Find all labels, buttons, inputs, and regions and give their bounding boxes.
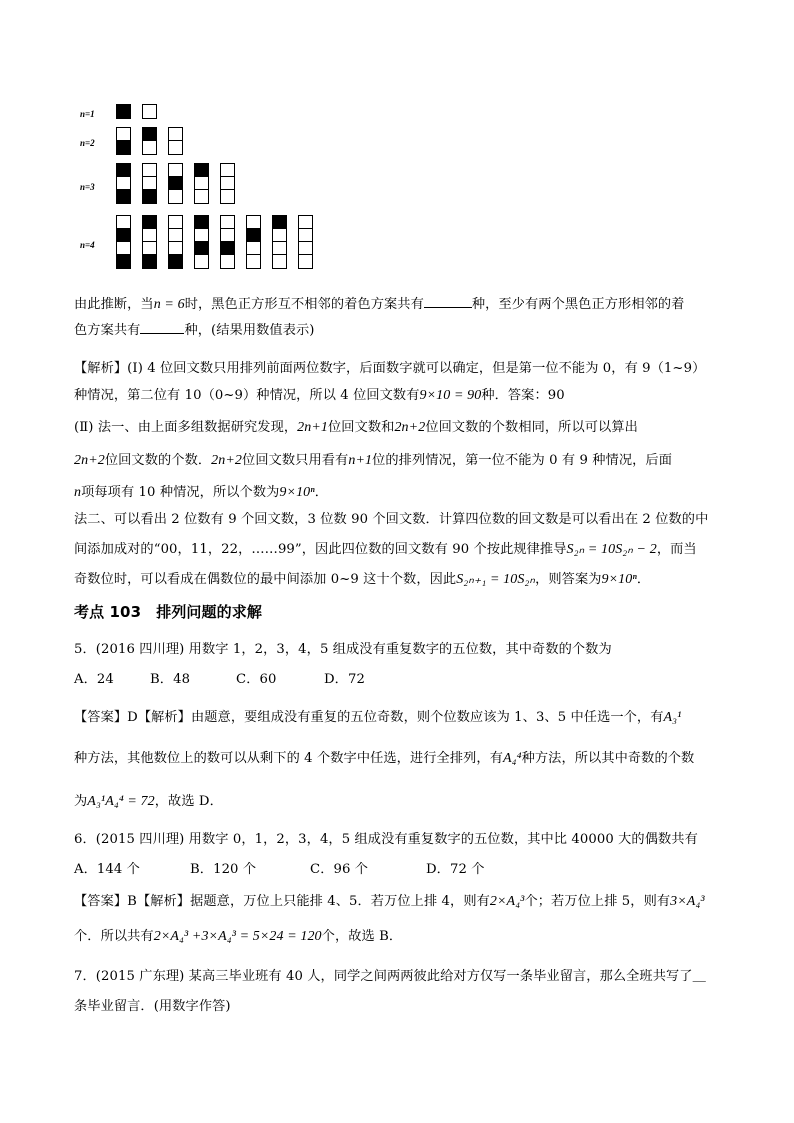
question-6-options [74,860,485,880]
question-7: 条毕业留言．(用数字作答) [74,999,231,1014]
scheme-column [194,215,209,269]
scheme-column [194,163,209,204]
label-n2: n=2 [80,138,95,148]
label-n4: n=4 [80,240,95,250]
scheme-column [142,215,157,269]
answer-blank [140,320,184,334]
scheme-column [168,215,183,269]
answer-5-line: 种方法，其他数位上的数可以从剩下的 4 个数字中任选，进行全排列，有A₄⁴种方法，所以其中奇数的个数 [74,751,695,766]
label-n1: n=1 [80,109,95,119]
question-5-options [74,670,365,690]
option-b: B．48 [150,672,191,687]
scheme-column [142,104,157,119]
option-a: A．24 [74,672,114,687]
option-d: D．72 个 [426,862,485,877]
scheme-column [116,127,131,155]
option-d: D．72 [324,672,365,687]
coloring-figure [76,100,336,280]
option-a: A．144 个 [74,862,140,877]
answer-5-line: 为A₃¹A₄⁴ = 72，故选 D． [74,794,223,809]
answer-blank [424,294,472,308]
scheme-column [116,104,131,119]
scheme-column [298,215,313,269]
solution-text-line: 法二、可以看出 2 位数有 9 个回文数，3 位数 90 个回文数．计算四位数的回文数是可以看出在 2 位数的中 [74,512,709,527]
solution-text-line: 奇数位时，可以看成在偶数位的最中间添加 0~9 这十个数，因此S₂ₙ₊₁ = 10S₂ₙ，则答案为9×10ⁿ． [74,572,651,587]
solution-text-line: (Ⅱ) 法一、由上面多组数据研究发现，2n+1位回文数和2n+2位回文数的个数相同，所以可以算出 [74,420,638,435]
scheme-column [220,215,235,269]
answer-5-line: 【答案】D【解析】由题意，要组成没有重复的五位奇数，则个位数应该为 1、3、5 中任选一个，有A₃¹ [74,710,682,725]
solution-text-line: 【解析】(Ⅰ) 4 位回文数只用排列前面两位数字，后面数字就可以确定，但是第一位不能为 0，有 9（1~9） [74,361,706,376]
scheme-column [168,163,183,204]
scheme-column [116,215,131,269]
scheme-column [220,163,235,204]
section-heading: 考点 103 排列问题的求解 [74,603,262,621]
option-c: C．96 个 [310,862,369,877]
solution-text-line: 2n+2位回文数的个数．2n+2位回文数只用看有n+1位的排列情况，第一位不能为 0 有 9 种情况，后面 [74,453,672,468]
solution-text-line: n项每项有 10 种情况，所以个数为9×10ⁿ． [74,485,329,500]
option-c: C．60 [236,672,277,687]
solution-text-line: 种情况，第二位有 10（0~9）种情况，所以 4 位回文数有9×10 = 90种．答案：90 [74,388,565,403]
question-5: 5．(2016 四川理) 用数字 1，2，3，4，5 组成没有重复数字的五位数，其中奇数的个数为 [74,642,612,657]
scheme-column [142,127,157,155]
scheme-column [168,127,183,155]
question-6: 6．(2015 四川理) 用数字 0，1，2，3，4，5 组成没有重复数字的五位数，其中比 40000 大的偶数共有 [74,832,698,847]
scheme-column [116,163,131,204]
question-7: 7．(2015 广东理) 某高三毕业班有 40 人，同学之间两两彼此给对方仅写一条毕业留言，那么全班共写了＿ [74,969,706,984]
solution-text-line: 间添加成对的“00，11，22，……99”，因此四位数的回文数有 90 个按此规律推导S₂ₙ = 10S₂ₙ − 2，而当 [74,542,697,557]
answer-6-line: 【答案】B【解析】据题意，万位上只能排 4、5．若万位上排 4，则有2×A₄³个；若万位上排 5，则有3×A₄³ [74,894,705,909]
label-n3: n=3 [80,182,95,192]
question-text-line: 由此推断，当n = 6时，黑色正方形互不相邻的着色方案共有 种，至少有两个黑色正方形相邻的着 [74,294,684,315]
scheme-column [142,163,157,204]
question-text-line: 色方案共有 种，(结果用数值表示) [74,320,315,341]
answer-6-line: 个．所以共有2×A₄³ +3×A₄³ = 5×24 = 120个，故选 B． [74,929,403,944]
scheme-column [272,215,287,269]
option-b: B．120 个 [190,862,257,877]
scheme-column [246,215,261,269]
